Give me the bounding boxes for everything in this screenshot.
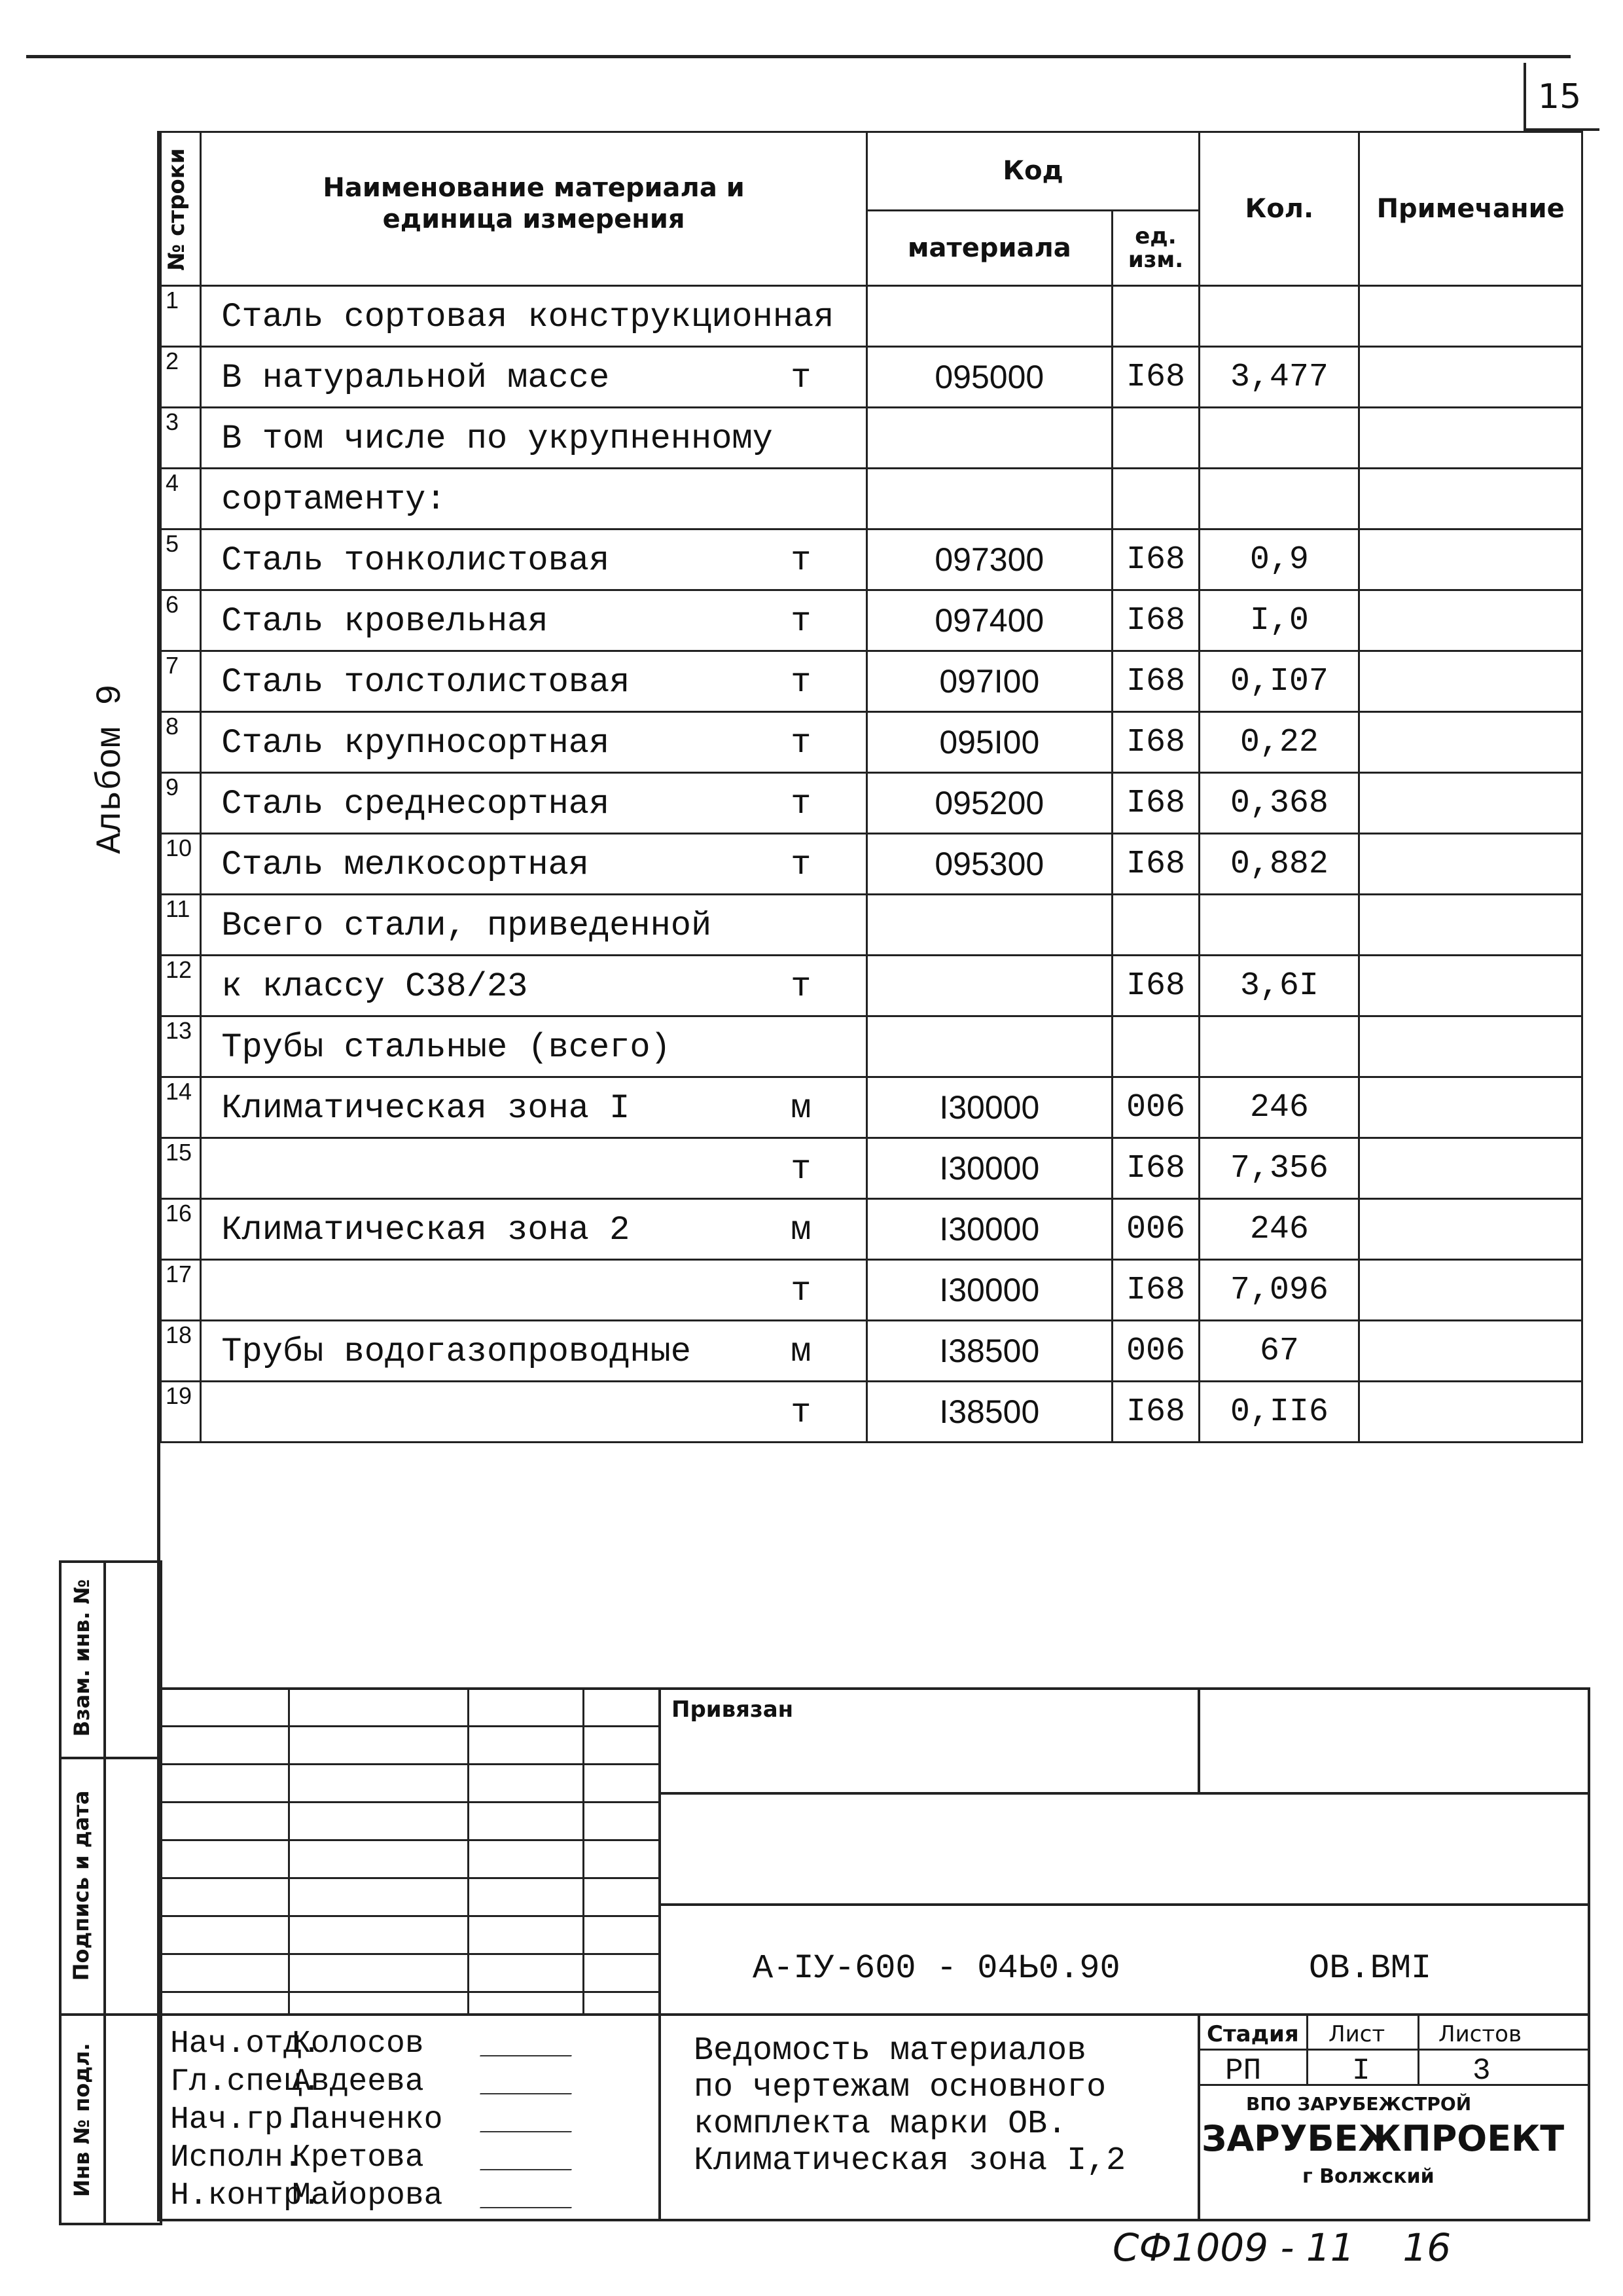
handwritten-signature <box>480 2145 580 2170</box>
unit-code <box>1112 1016 1200 1077</box>
note <box>1359 1199 1582 1260</box>
signature-role: Н.контр. <box>170 2178 321 2214</box>
row-number: 14 <box>161 1077 201 1138</box>
material-code: I30000 <box>866 1260 1112 1321</box>
quantity <box>1200 286 1359 347</box>
signature-row <box>157 2177 658 2215</box>
stage-label: Стадия <box>1207 2021 1299 2047</box>
quantity: 0,882 <box>1200 834 1359 895</box>
handwritten-signature <box>480 2032 580 2056</box>
material-unit: т <box>791 785 812 823</box>
material-unit: т <box>791 602 812 641</box>
material-name-cell <box>201 529 867 590</box>
quantity: 0,9 <box>1200 529 1359 590</box>
material-name-cell <box>201 712 867 773</box>
unit-code: I68 <box>1112 1138 1200 1199</box>
material-name-cell <box>201 469 867 529</box>
quantity <box>1200 408 1359 469</box>
signature-name: Авдеева <box>292 2064 424 2100</box>
row-number: 1 <box>161 286 201 347</box>
quantity: 3,6I <box>1200 956 1359 1016</box>
row-number: 13 <box>161 1016 201 1077</box>
row-number: 18 <box>161 1321 201 1382</box>
material-name: сортаменту: <box>221 480 446 519</box>
doc-code: А-IУ-600 - 04Ь0.90 <box>753 1949 1120 1988</box>
material-name: Сталь крупносортная <box>221 724 610 762</box>
unit-code: I68 <box>1112 834 1200 895</box>
handwritten-signature <box>480 2070 580 2094</box>
material-name-cell <box>201 1077 867 1138</box>
quantity: 0,II6 <box>1200 1382 1359 1443</box>
material-unit: м <box>791 1089 812 1128</box>
signature-row <box>157 2063 658 2101</box>
unit-code: I68 <box>1112 773 1200 834</box>
note <box>1359 1321 1582 1382</box>
table-row <box>161 1138 1582 1199</box>
material-name: Сталь сортовая конструкционная <box>221 298 834 336</box>
material-code <box>866 286 1112 347</box>
material-unit: т <box>791 1393 812 1432</box>
material-name-cell <box>201 1260 867 1321</box>
quantity <box>1200 895 1359 956</box>
table-row <box>161 347 1582 408</box>
note <box>1359 1077 1582 1138</box>
material-code: 095200 <box>866 773 1112 834</box>
quantity: 246 <box>1200 1199 1359 1260</box>
material-code: 095I00 <box>866 712 1112 773</box>
material-name-cell <box>201 773 867 834</box>
table-row <box>161 529 1582 590</box>
unit-code: I68 <box>1112 712 1200 773</box>
material-code <box>866 1016 1112 1077</box>
material-code: I30000 <box>866 1077 1112 1138</box>
row-number: 2 <box>161 347 201 408</box>
material-unit: т <box>791 359 812 397</box>
quantity: 3,477 <box>1200 347 1359 408</box>
table-row <box>161 651 1582 712</box>
table-row <box>161 773 1582 834</box>
sheets-value: 3 <box>1472 2054 1491 2088</box>
handwritten-signature <box>480 2108 580 2132</box>
table-row <box>161 286 1582 347</box>
signature-list <box>157 2025 658 2215</box>
signature-name: Кретова <box>292 2140 424 2176</box>
unit-code: I68 <box>1112 529 1200 590</box>
row-number: 10 <box>161 834 201 895</box>
table-row <box>161 469 1582 529</box>
note <box>1359 1382 1582 1443</box>
unit-code: I68 <box>1112 1260 1200 1321</box>
table-row <box>161 1077 1582 1138</box>
note <box>1359 1016 1582 1077</box>
material-name: Климатическая зона I <box>221 1089 630 1128</box>
signature-role: Нач.гр. <box>170 2102 302 2138</box>
table-row <box>161 1016 1582 1077</box>
unit-code: I68 <box>1112 651 1200 712</box>
unit-code <box>1112 469 1200 529</box>
row-number: 5 <box>161 529 201 590</box>
description-line: Климатическая зона I,2 <box>694 2142 1126 2179</box>
row-number: 7 <box>161 651 201 712</box>
note <box>1359 834 1582 895</box>
album-label: Альбом 9 <box>91 684 131 854</box>
row-number: 8 <box>161 712 201 773</box>
header-code-unit: ед. изм. <box>1112 210 1200 285</box>
material-code <box>866 956 1112 1016</box>
material-name: Сталь среднесортная <box>221 785 610 823</box>
row-number: 15 <box>161 1138 201 1199</box>
stamp-vzam-label: Взам. инв. № <box>69 1579 94 1737</box>
table-row <box>161 712 1582 773</box>
header-note: Примечание <box>1359 132 1582 286</box>
sheet-label: Лист <box>1329 2021 1385 2047</box>
unit-code: I68 <box>1112 347 1200 408</box>
quantity: 0,22 <box>1200 712 1359 773</box>
top-rule <box>26 55 1571 58</box>
material-unit: т <box>791 846 812 884</box>
material-name: Сталь кровельная <box>221 602 548 641</box>
material-name-cell <box>201 1016 867 1077</box>
material-name: Трубы водогазопроводные <box>221 1333 691 1371</box>
material-code <box>866 895 1112 956</box>
description-line: комплекта марки ОВ. <box>694 2106 1067 2143</box>
quantity: 7,096 <box>1200 1260 1359 1321</box>
signature-row <box>157 2101 658 2139</box>
material-name: Трубы стальные (всего) <box>221 1028 671 1067</box>
table-row <box>161 1199 1582 1260</box>
material-unit: т <box>791 1150 812 1189</box>
material-name: Сталь толстолистовая <box>221 663 630 702</box>
note <box>1359 956 1582 1016</box>
note <box>1359 1260 1582 1321</box>
material-code: I38500 <box>866 1321 1112 1382</box>
material-code <box>866 408 1112 469</box>
row-number: 12 <box>161 956 201 1016</box>
note <box>1359 651 1582 712</box>
signature-row <box>157 2139 658 2177</box>
note <box>1359 1138 1582 1199</box>
material-name-cell <box>201 895 867 956</box>
note <box>1359 712 1582 773</box>
unit-code <box>1112 286 1200 347</box>
material-name: к классу С38/23 <box>221 967 528 1006</box>
unit-code <box>1112 895 1200 956</box>
sheets-label: Листов <box>1438 2021 1522 2047</box>
unit-code: 006 <box>1112 1199 1200 1260</box>
table-row <box>161 834 1582 895</box>
table-row <box>161 1382 1582 1443</box>
material-name-cell <box>201 651 867 712</box>
sheet-description <box>694 2033 1191 2179</box>
material-name: Климатическая зона 2 <box>221 1211 630 1249</box>
material-name: В том числе по укрупненному <box>221 420 773 458</box>
material-unit: т <box>791 663 812 702</box>
material-name: Сталь тонколистовая <box>221 541 610 580</box>
note <box>1359 286 1582 347</box>
quantity: I,0 <box>1200 590 1359 651</box>
material-name-cell <box>201 1138 867 1199</box>
sheet-value: I <box>1352 2054 1370 2088</box>
doc-mark: ОВ.ВМI <box>1309 1949 1432 1988</box>
material-name-cell <box>201 590 867 651</box>
description-line: Ведомость материалов <box>694 2032 1087 2070</box>
material-unit: т <box>791 541 812 580</box>
unit-code: 006 <box>1112 1077 1200 1138</box>
material-unit: м <box>791 1211 812 1249</box>
quantity <box>1200 1016 1359 1077</box>
page-number: 15 <box>1538 77 1582 117</box>
material-name-cell <box>201 834 867 895</box>
org-parent: ВПО ЗАРУБЕЖСТРОЙ <box>1246 2093 1472 2115</box>
material-name: Сталь мелкосортная <box>221 846 589 884</box>
header-code-material: материала <box>866 210 1112 285</box>
material-code <box>866 469 1112 529</box>
table-row <box>161 1321 1582 1382</box>
row-number: 9 <box>161 773 201 834</box>
table-row <box>161 408 1582 469</box>
unit-code: I68 <box>1112 956 1200 1016</box>
signature-name: Майорова <box>292 2178 443 2214</box>
signature-name: Панченко <box>292 2102 443 2138</box>
material-code: I30000 <box>866 1138 1112 1199</box>
material-code: 097400 <box>866 590 1112 651</box>
table-row <box>161 1260 1582 1321</box>
description-line: по чертежам основного <box>694 2069 1107 2106</box>
stamp-podpis-label: Подпись и дата <box>69 1790 94 1981</box>
material-name: Всего стали, приведенной <box>221 906 712 945</box>
materials-table <box>160 131 1583 1443</box>
material-name-cell <box>201 1321 867 1382</box>
note <box>1359 347 1582 408</box>
signature-name: Колосов <box>292 2026 424 2062</box>
note <box>1359 895 1582 956</box>
material-name-cell <box>201 286 867 347</box>
quantity: 67 <box>1200 1321 1359 1382</box>
privyazan-label: Привязан <box>671 1696 794 1723</box>
quantity: 246 <box>1200 1077 1359 1138</box>
footer-handwritten-code: СФ1009 - 11 16 <box>1113 2225 1452 2270</box>
signature-row <box>157 2025 658 2063</box>
unit-code <box>1112 408 1200 469</box>
note <box>1359 408 1582 469</box>
side-stamp <box>59 1560 162 2225</box>
header-code: Код <box>866 132 1199 211</box>
material-unit: т <box>791 967 812 1006</box>
header-row-no: № строки <box>161 132 201 286</box>
unit-code: I68 <box>1112 1382 1200 1443</box>
material-code: I30000 <box>866 1199 1112 1260</box>
material-name-cell <box>201 956 867 1016</box>
handwritten-signature <box>480 2183 580 2208</box>
unit-code: I68 <box>1112 590 1200 651</box>
org-city: г Волжский <box>1302 2165 1435 2188</box>
table-row <box>161 895 1582 956</box>
material-code: 095000 <box>866 347 1112 408</box>
material-code: I38500 <box>866 1382 1112 1443</box>
unit-code: 006 <box>1112 1321 1200 1382</box>
signature-role: Исполн. <box>170 2140 302 2176</box>
row-number: 16 <box>161 1199 201 1260</box>
material-unit: т <box>791 1272 812 1310</box>
quantity <box>1200 469 1359 529</box>
row-number: 4 <box>161 469 201 529</box>
material-code: 097300 <box>866 529 1112 590</box>
note <box>1359 773 1582 834</box>
material-name-cell <box>201 1199 867 1260</box>
row-number: 17 <box>161 1260 201 1321</box>
stamp-inv-label: Инв № подл. <box>69 2043 94 2197</box>
material-code: 095300 <box>866 834 1112 895</box>
table-row <box>161 590 1582 651</box>
stage-value: РП <box>1225 2054 1262 2088</box>
quantity: 7,356 <box>1200 1138 1359 1199</box>
material-code: 097I00 <box>866 651 1112 712</box>
material-unit: м <box>791 1333 812 1371</box>
row-number: 19 <box>161 1382 201 1443</box>
signature-role: Гл.спец. <box>170 2064 321 2100</box>
quantity: 0,I07 <box>1200 651 1359 712</box>
note <box>1359 590 1582 651</box>
note <box>1359 529 1582 590</box>
table-row <box>161 956 1582 1016</box>
signature-role: Нач.отд. <box>170 2026 321 2062</box>
row-number: 3 <box>161 408 201 469</box>
material-name-cell <box>201 347 867 408</box>
material-unit: т <box>791 724 812 762</box>
note <box>1359 469 1582 529</box>
row-number: 6 <box>161 590 201 651</box>
material-name: В натуральной массе <box>221 359 610 397</box>
material-name-cell <box>201 408 867 469</box>
org-name: ЗАРУБЕЖПРОЕКТ <box>1202 2118 1565 2159</box>
title-block <box>157 1687 1590 2220</box>
header-name: Наименование материала и единица измерения <box>201 132 867 286</box>
row-number: 11 <box>161 895 201 956</box>
header-qty: Кол. <box>1200 132 1359 286</box>
quantity: 0,368 <box>1200 773 1359 834</box>
material-name-cell <box>201 1382 867 1443</box>
